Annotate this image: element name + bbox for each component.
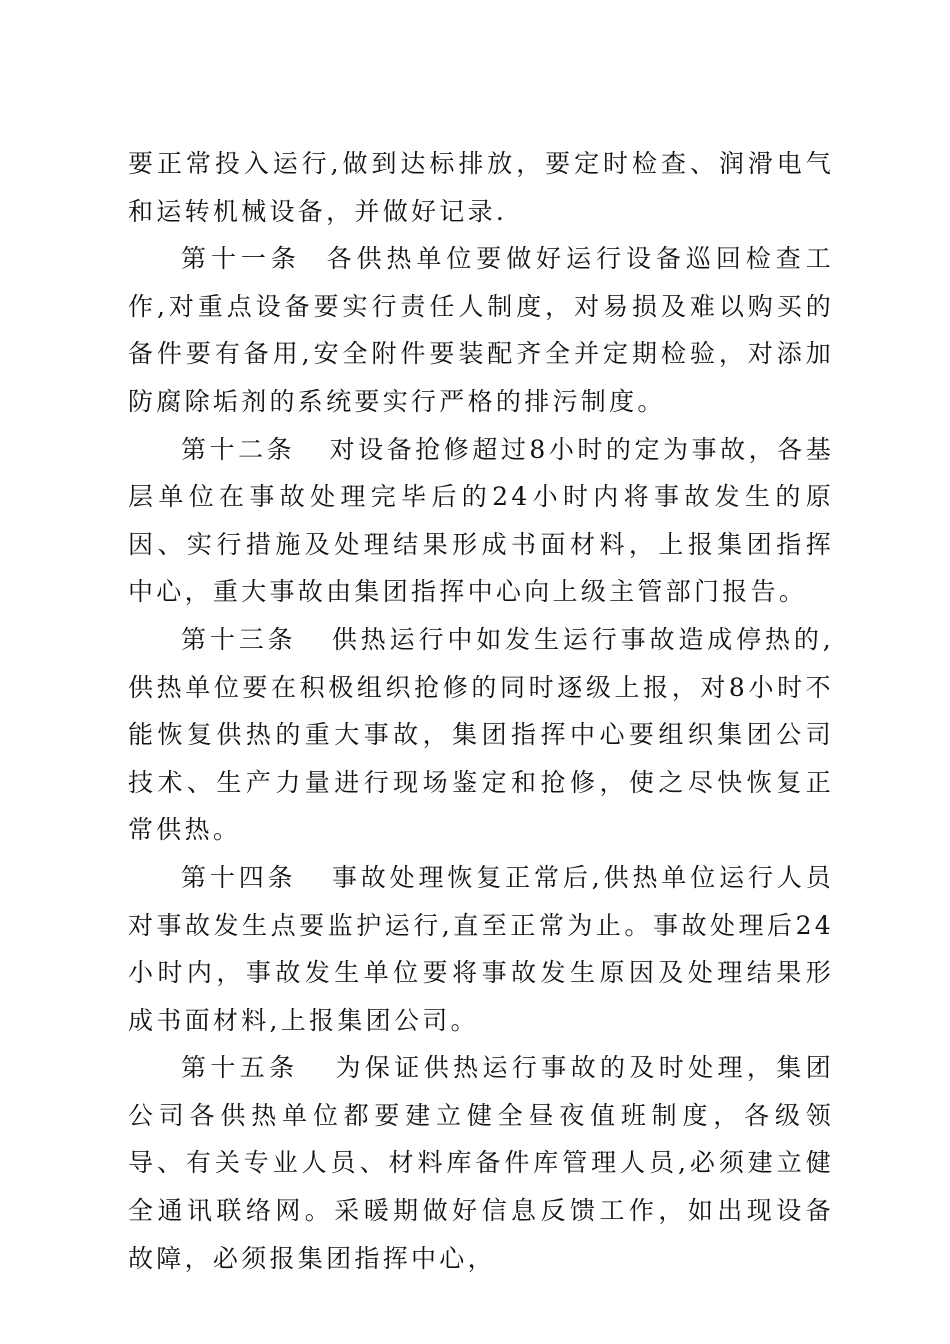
paragraph-article-14: 第十四条 事故处理恢复正常后,供热单位运行人员对事故发生点要监护运行,直至正常为止。事故处理后24小时内，事故发生单位要将事故发生原因及处理结果形成书面材料,上报集团公司。 — [128, 862, 834, 1035]
paragraph-article-15: 第十五条 为保证供热运行事故的及时处理，集团公司各供热单位都要建立健全昼夜值班制度，各级领导、有关专业人员、材料库备件库管理人员,必须建立健全通讯联络网。采暖期做好信息反馈工作，如出现设备故障，必须报集团指挥中心， — [128, 1053, 834, 1273]
paragraph-article-12: 第十二条 对设备抢修超过8小时的定为事故，各基层单位在事故处理完毕后的24小时内将事故发生的原因、实行措施及处理结果形成书面材料，上报集团指挥中心，重大事故由集团指挥中心向上级主管部门报告。 — [128, 434, 834, 607]
paragraph-continuation: 要正常投入运行,做到达标排放，要定时检查、润滑电气和运转机械设备，并做好记录. — [128, 149, 834, 226]
document-body — [128, 140, 834, 1282]
paragraph-article-13: 第十三条 供热运行中如发生运行事故造成停热的,供热单位要在积极组织抢修的同时逐级上报，对8小时不能恢复供热的重大事故，集团指挥中心要组织集团公司技术、生产力量进行现场鉴定和抢修，使之尽快恢复正常供热。 — [128, 624, 834, 845]
paragraph-article-11: 第十一条 各供热单位要做好运行设备巡回检查工作,对重点设备要实行责任人制度，对易损及难以购买的备件要有备用,安全附件要装配齐全并定期检验，对添加防腐除垢剂的系统要实行严格的排污制度。 — [128, 244, 834, 416]
